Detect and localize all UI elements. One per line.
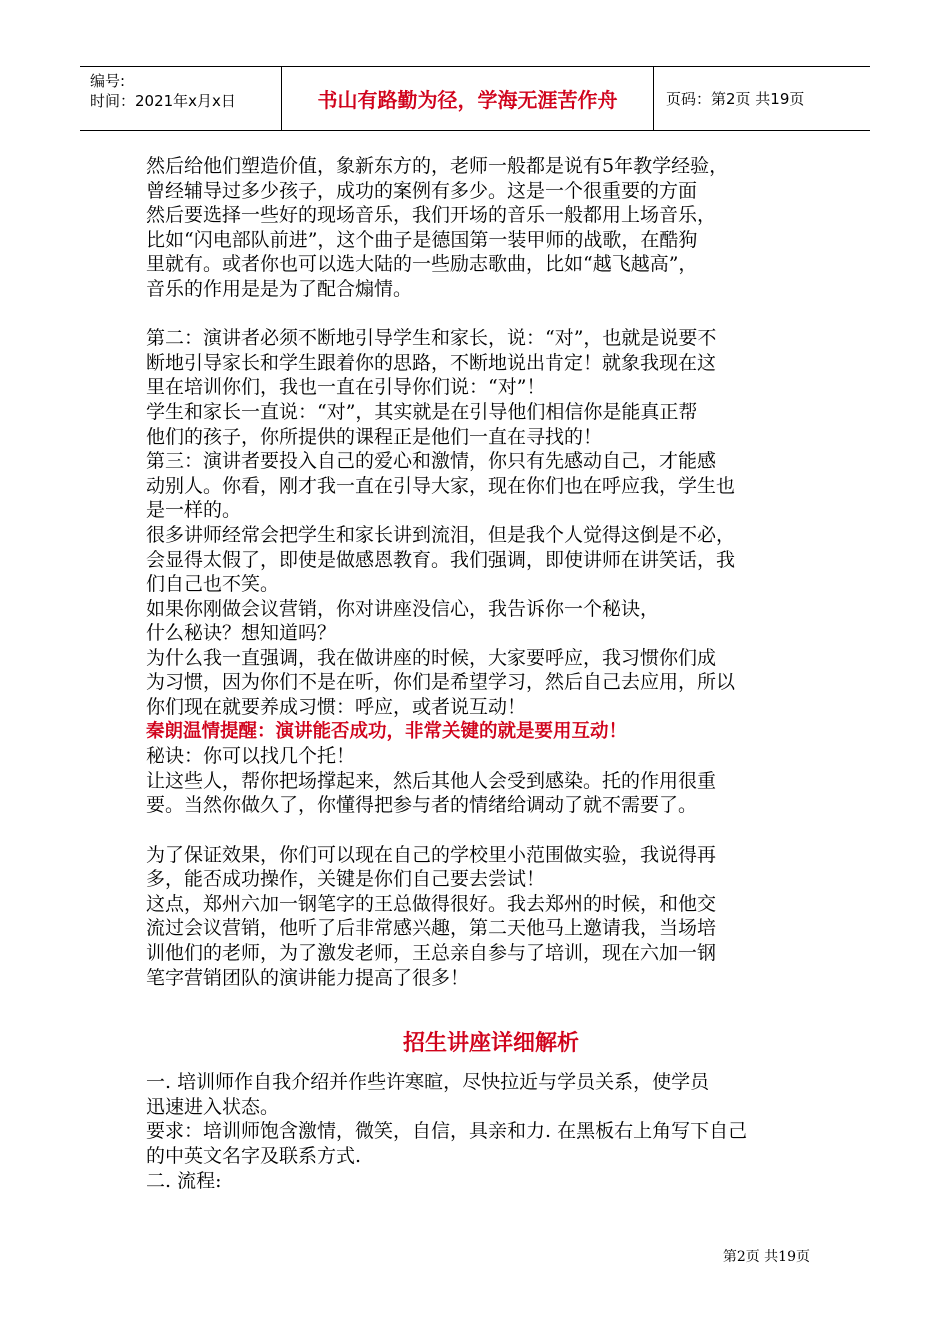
header-page-info (654, 67, 870, 130)
text-line: 要求：培训师饱含激情，微笑，自信，具亲和力. 在黑板右上角写下自己 (146, 1120, 748, 1143)
text-line: 为什么我一直强调，我在做讲座的时候，大家要呼应，我习惯你们成 (146, 646, 717, 669)
text-line: 一. 培训师作自我介绍并作些许寒暄，尽快拉近与学员关系，使学员 (146, 1071, 710, 1094)
text-line: 迅速进入状态。 (146, 1095, 280, 1118)
text-line: 很多讲师经常会把学生和家长讲到流泪，但是我个人觉得这倒是不必， (146, 523, 736, 546)
text-line: 为了保证效果，你们可以现在自己的学校里小范围做实验，我说得再 (146, 843, 717, 866)
text-line: 然后给他们塑造价值，象新东方的，老师一般都是说有5年教学经验， (146, 155, 729, 177)
text-line: 要。当然你做久了，你懂得把参与者的情绪给调动了就不需要了。 (146, 794, 698, 817)
header-motto (282, 67, 654, 130)
text-line: 流过会议营销，他听了后非常感兴趣，第二天他马上邀请我，当场培 (146, 917, 717, 940)
header-meta (80, 67, 282, 130)
text-line: 如果你刚做会议营销，你对讲座没信心，我告诉你一个秘诀， (146, 597, 660, 620)
time-label: 时间：2021年x月x日 (90, 92, 236, 110)
text-line: 里就有。或者你也可以选大陆的一些励志歌曲，比如“越飞越高”， (146, 253, 698, 276)
paragraph-group-3 (146, 744, 836, 818)
text-line: 为习惯，因为你们不是在听，你们是希望学习，然后自己去应用，所以 (146, 671, 736, 694)
page-info-text: 页码：第2页 共19页 (666, 90, 805, 108)
text-line: 动别人。你看，刚才我一直在引导大家，现在你们也在呼应我，学生也 (146, 474, 736, 497)
text-line: 学生和家长一直说：“对”，其实就是在引导他们相信你是能真正帮 (146, 400, 698, 423)
text-line: 什么秘诀？想知道吗？ (146, 622, 337, 645)
document-body (146, 154, 836, 1193)
text-line: 的中英文名字及联系方式. (146, 1144, 362, 1167)
text-line: 让这些人，帮你把场撑起来，然后其他人会受到感染。托的作用很重 (146, 769, 717, 792)
text-line: 这点，郑州六加一钢笔字的王总做得很好。我去郑州的时候，和他交 (146, 892, 717, 915)
section-title: 招生讲座详细解析 (402, 1031, 579, 1057)
text-line: 里在培训你们，我也一直在引导你们说：“对”！ (146, 376, 546, 399)
text-line: 断地引导家长和学生跟着你的思路，不断地说出肯定！就象我现在这 (146, 351, 717, 374)
text-line: 然后要选择一些好的现场音乐，我们开场的音乐一般都用上场音乐， (146, 204, 717, 227)
text-line: 笔字营销团队的演讲能力提高了很多！ (146, 966, 470, 989)
text-line: 秘诀：你可以找几个托！ (146, 745, 356, 768)
text-line: 们自己也不笑。 (146, 573, 280, 596)
paragraph-group-1 (146, 154, 836, 302)
paragraph-group-2 (146, 326, 836, 720)
text-line: 第三：演讲者要投入自己的爱心和激情，你只有先感动自己，才能感 (146, 450, 717, 473)
paragraph-group-4 (146, 843, 836, 991)
text-line: 二. 流程: (146, 1169, 222, 1192)
page-header (80, 66, 870, 131)
text-line: 音乐的作用是是为了配合煽情。 (146, 277, 413, 300)
text-line: 第二：演讲者必须不断地引导学生和家长，说：“对”，也就是说要不 (146, 327, 717, 350)
text-line: 曾经辅导过多少孩子，成功的案例有多少。这是一个很重要的方面 (146, 179, 698, 202)
text-line: 是一样的。 (146, 499, 242, 522)
code-label: 编号: (90, 72, 126, 90)
text-line: 你们现在就要养成习惯：呼应，或者说互动！ (146, 696, 527, 719)
paragraph-group-5 (146, 1070, 836, 1193)
text-line: 比如“闪电部队前进”，这个曲子是德国第一装甲师的战歌，在酷狗 (146, 228, 698, 251)
highlight-tip: 秦朗温情提醒：演讲能否成功，非常关键的就是要用互动！ (146, 720, 628, 742)
page-footer: 第2页 共19页 (722, 1249, 810, 1265)
text-line: 他们的孩子，你所提供的课程正是他们一直在寻找的！ (146, 425, 603, 448)
text-line: 会显得太假了，即使是做感恩教育。我们强调，即使讲师在讲笑话，我 (146, 548, 736, 571)
blank-line (146, 818, 836, 843)
blank-line (146, 302, 836, 327)
motto-text: 书山有路勤为径，学海无涯苦作舟 (317, 88, 618, 112)
text-line: 训他们的老师，为了激发老师，王总亲自参与了培训，现在六加一钢 (146, 942, 717, 964)
text-line: 多，能否成功操作，关键是你们自己要去尝试！ (146, 868, 546, 891)
